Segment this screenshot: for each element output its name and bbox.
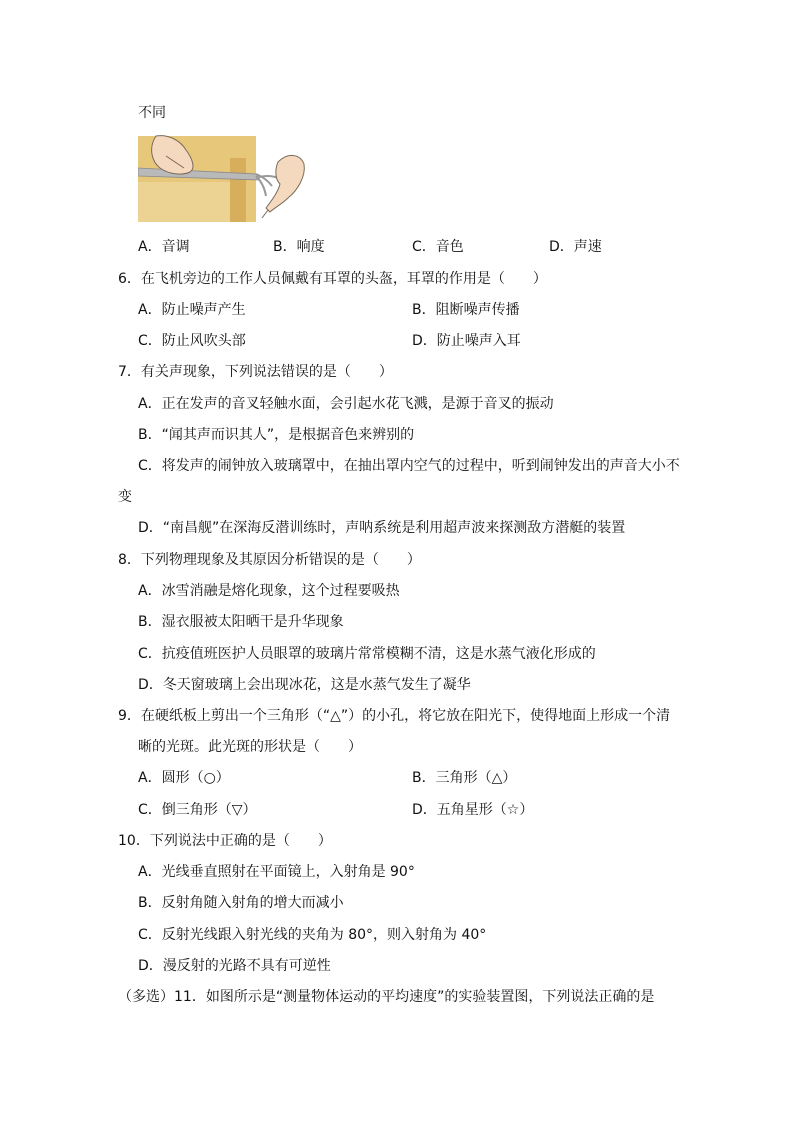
q7-option-c-continued: 变 [118,489,132,505]
intro-fragment: 不同 [138,105,166,121]
table-leg [230,158,246,222]
q6-option-b: B．阻断噪声传播 [412,302,520,318]
right-hand [266,155,304,212]
q10-option-a: A．光线垂直照射在平面镜上，入射角是 90° [138,864,415,880]
q9-option-b: B．三角形（△） [412,770,517,786]
ruler-on-table-illustration [138,134,306,224]
q7-stem: 7．有关声现象，下列说法错误的是（ ） [118,364,393,380]
q8-option-c: C．抗疫值班医护人员眼罩的玻璃片常常模糊不清，这是水蒸气液化形成的 [138,646,596,662]
q7-option-d: D．“南昌舰”在深海反潜训练时，声呐系统是利用超声波来探测敌方潜艇的装置 [138,520,626,536]
q11-stem: （多选）11．如图所示是“测量物体运动的平均速度”的实验装置图，下列说法正确的是 [118,989,655,1005]
q8-option-d: D．冬天窗玻璃上会出现冰花，这是水蒸气发生了凝华 [138,677,471,693]
table-side [138,182,230,222]
right-hand-finger [262,210,268,218]
q5-option-d: D．声速 [549,239,602,255]
q9-stem-continued: 晰的光斑。此光斑的形状是（ ） [138,739,362,755]
q5-option-b: B．响度 [273,239,325,255]
q7-option-a: A．正在发声的音叉轻触水面，会引起水花飞溅，是源于音叉的振动 [138,396,554,412]
q10-option-d: D．漫反射的光路不具有可逆性 [138,958,331,974]
q6-stem: 6．在飞机旁边的工作人员佩戴有耳罩的头盔，耳罩的作用是（ ） [118,271,547,287]
q8-stem: 8．下列物理现象及其原因分析错误的是（ ） [118,552,421,568]
q6-option-c: C．防止风吹头部 [138,333,246,349]
q9-option-a: A．圆形（○） [138,770,230,786]
q10-option-b: B．反射角随入射角的增大而减小 [138,895,344,911]
q5-option-a: A．音调 [138,239,190,255]
q6-option-a: A．防止噪声产生 [138,302,246,318]
q9-option-c: C．倒三角形（▽） [138,802,257,818]
q6-option-d: D．防止噪声入耳 [412,333,521,349]
q10-option-c: C．反射光线跟入射光线的夹角为 80°，则入射角为 40° [138,927,487,943]
q5-option-c: C．音色 [412,239,464,255]
q9-stem: 9．在硬纸板上剪出一个三角形（“△”）的小孔，将它放在阳光下，使得地面上形成一个清 [118,708,671,724]
q7-option-c: C．将发声的闹钟放入玻璃罩中，在抽出罩内空气的过程中，听到闹钟发出的声音大小不 [138,458,680,474]
q8-option-a: A．冰雪消融是熔化现象，这个过程要吸热 [138,583,400,599]
q10-stem: 10．下列说法中正确的是（ ） [118,833,332,849]
q7-option-b: B．“闻其声而识其人”，是根据音色来辨别的 [138,427,415,443]
vibration-line-3 [256,176,278,178]
q8-option-b: B．湿衣服被太阳晒干是升华现象 [138,614,344,630]
q9-option-d: D．五角星形（☆） [412,802,534,818]
